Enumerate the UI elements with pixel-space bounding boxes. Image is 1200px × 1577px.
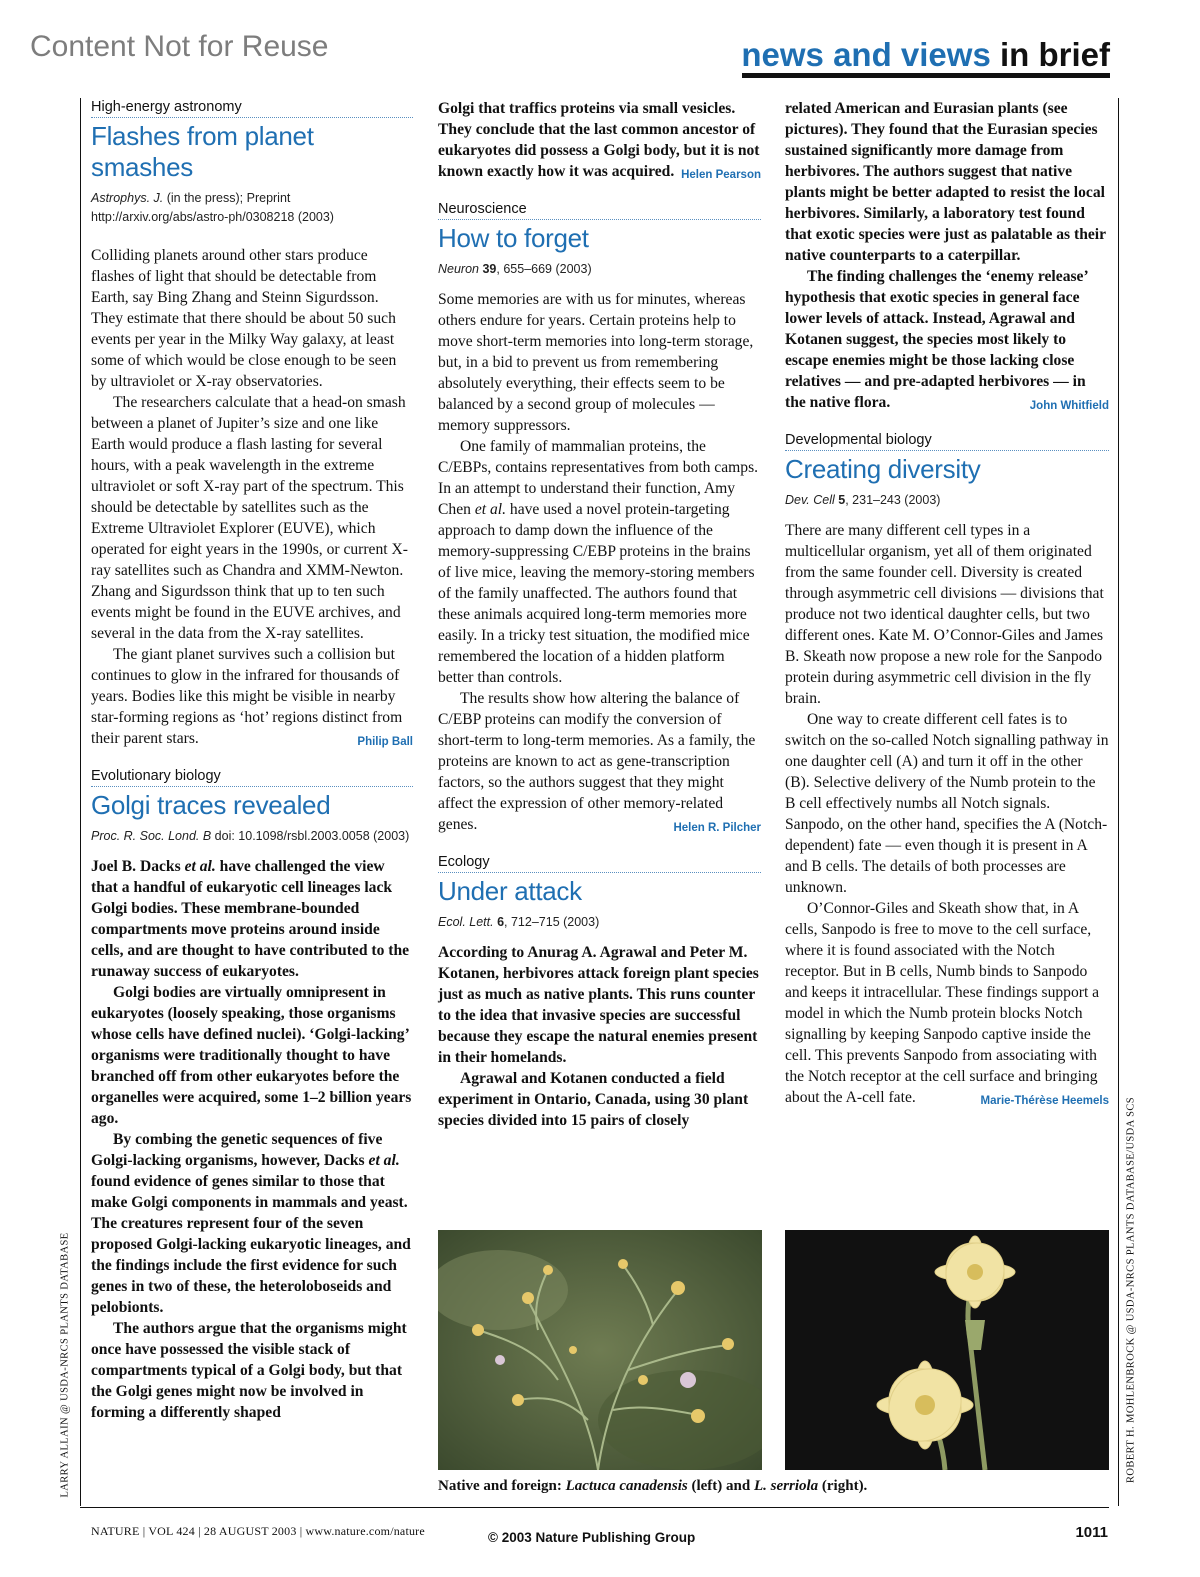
caption-text: (right). [818,1478,868,1494]
article-diversity [785,431,1109,1108]
caption-species: L. serriola [753,1478,819,1494]
reference-detail: doi: 10.1098/rsbl.2003.0058 (2003) [211,829,410,843]
paragraph-text: The finding challenges the ‘enemy release’ hypothesis that exotic species in general face lower levels of attack. Instead, Agrawal and Kotanen suggest, the species most likely to escape enemies might be those lacking close relatives — and pre-adapted herbivores — in the native flora. [785,268,1088,411]
paragraph: Some memories are with us for minutes, whereas others endure for years. Certain proteins help to move short-term memories into long-term storage, but, in a bid to prevent us from remembering absolutely everything, their effects seem to be balanced by a second group of molecules — memory suppressors. [438,291,754,434]
page-number: 1011 [1075,1524,1108,1541]
paragraph-text: Golgi that traffics proteins via small vesicles. They conclude that the last common ancestor of eukaryotes did possess a Golgi body, but it is not known exactly how it was acquired. [438,100,760,180]
article-reference [438,913,761,932]
column-3 [785,98,1109,1112]
article-headline: Under attack [438,876,582,906]
watermark: Content Not for Reuse [30,30,329,63]
journal-pages: , 231–243 (2003) [845,493,941,507]
paragraph [438,436,761,688]
photo-credit-left [58,1230,72,1500]
article-category: Ecology [438,853,761,873]
article-golgi [91,767,413,1423]
paragraph [785,898,1109,1108]
paragraph: One way to create different cell fates is to switch on the so-called Notch signalling pathway in one daughter cell (A) and turn it off in the other (B). Selective delivery of the Numb protein to the B cell effectively numbs all Notch signals. Sanpodo, on the other hand, specifies the A (Notch-dependent) fate — even though it is present in A and B cells. The details of both processes are unknown. [785,711,1109,896]
photo-credit-text: ROBERT H. MOHLENBROCK @ USDA-NRCS PLANTS DATABASE/USDA SCS [1125,1097,1137,1483]
paragraph: According to Anurag A. Agrawal and Peter M. Kotanen, herbivores attack foreign plant species just as much as native plants. This runs counter to the idea that invasive species are successful because they escape the natural enemies present in their homelands. [438,944,759,1066]
paragraph [91,1129,413,1318]
paragraph-text: The results show how altering the balance of C/EBP proteins can modify the conversion of short-term to long-term memories. As a family, the proteins are known to act as gene-transcription factors, so the authors suggest that they might affect the expression of other memory-related genes. [438,690,756,833]
paragraph: related American and Eurasian plants (see pictures). They found that the Eurasian species sustained significantly more damage from herbivores. The authors suggest that native plants might be better adapted to resist the local herbivores. Similarly, a laboratory test found that exotic species were just as palatable as their native counterparts to a caterpillar. [785,100,1106,264]
article-category: Developmental biology [785,431,1109,451]
article-forget [438,200,761,835]
text-italic: et al. [184,858,216,875]
text-italic: et al. [368,1152,400,1169]
article-category: Evolutionary biology [91,767,413,787]
footer-journal-info: NATURE | VOL 424 | 28 AUGUST 2003 | www.nature.com/nature [91,1524,425,1538]
author-byline: Marie-Thérèse Heemels [980,1095,1109,1107]
article-headline: Golgi traces revealed [91,790,331,820]
paragraph [438,688,761,835]
section-title-blue: news and views [741,36,991,73]
journal-name: Ecol. Lett. [438,915,494,929]
journal-name: Proc. R. Soc. Lond. B [91,829,212,843]
journal-name: Neuron [438,262,479,276]
article-golgi-continued [438,98,761,182]
article-headline: How to forget [438,223,589,253]
reference-url[interactable]: http://arxiv.org/abs/astro-ph/0308218 (2003) [91,210,334,224]
article-reference [438,260,761,279]
bottom-rule-left [80,1507,438,1508]
article-headline: Creating diversity [785,454,981,484]
lactuca-canadensis-illustration [438,1230,762,1470]
paragraph-text: O’Connor-Giles and Skeath show that, in A cells, Sanpodo is free to move to the cell surface, where it is found associated with the Notch receptor. But in B cells, Numb binds to Sanpodo and keeps it intracellular. These findings support a model in which the Numb protein blocks Notch signalling by keeping Sanpodo captive inside the cell. This prevents Sanpodo from associating with the Notch receptor at the cell surface and bringing about the A-cell fate. [785,900,1100,1106]
caption-species: Lactuca canadensis [565,1478,688,1494]
article-category: Neuroscience [438,200,761,220]
text: Joel B. Dacks [91,858,185,875]
text-italic: et al. [474,501,507,518]
photo-lactuca-serriola [785,1230,1109,1470]
journal-name: Dev. Cell [785,493,835,507]
article-attack-continued [785,98,1109,413]
author-byline: Helen R. Pilcher [673,822,761,834]
journal-pages: , 655–669 (2003) [496,262,592,276]
author-byline: Philip Ball [357,736,413,748]
lactuca-serriola-illustration [785,1230,1109,1470]
paragraph [91,856,413,982]
article-category: High-energy astronomy [91,98,413,118]
text: have used a novel protein-targeting approach to damp down the influence of the memory-suppressing C/EBP proteins in the brains of live mice, leaving the memory-storing members of the family unaffected. The authors found that these animals acquired long-term memories more easily. In a tricky test situation, the modified mice remembered the location of a hidden platform better than controls. [438,501,755,686]
article-reference [785,491,1109,510]
paragraph: Agrawal and Kotanen conducted a field experiment in Ontario, Canada, using 30 plant species divided into 15 pairs of closely [438,1070,749,1129]
photo-lactuca-canadensis [438,1230,762,1470]
caption-text: Native and foreign: [438,1478,566,1494]
text: have challenged the view that a handful of eukaryotic cell lineages lack Golgi bodies. These membrane-bounded compartments move proteins around inside cells, and are thought to have contributed to the runaway success of eukaryotes. [91,858,410,980]
text: By combing the genetic sequences of five Golgi-lacking organisms, however, Dacks [91,1131,383,1169]
footer-copyright: © 2003 Nature Publishing Group [488,1530,696,1545]
article-headline: Flashes from planet smashes [91,121,314,182]
bottom-rule-right [438,1507,1109,1508]
journal-pages: , 712–715 (2003) [504,915,600,929]
article-attack [438,853,761,1131]
photo-credit-text: LARRY ALLAIN @ USDA-NRCS PLANTS DATABASE [59,1232,71,1498]
left-margin-rule [80,98,81,1506]
column-1 [91,98,413,1423]
paragraph: The researchers calculate that a head-on smash between a planet of Jupiter’s size and one like Earth would produce a flash lasting for several hours, with a peak wavelength in the extreme ultraviolet or soft X-ray part of the spectrum. This should be detectable by satellites such as the Extreme Ultraviolet Explorer (EUVE), which operated for eight years in the 1990s, or current X-ray satellites such as Chandra and XMM-Newton. Zhang and Sigurdsson think that up to ten such events might be found in the EUVE archives, and several in the data from the X-ray satellites. [91,394,408,642]
paragraph-text: The giant planet survives such a collision but continues to glow in the infrared for thousands of years. Bodies like this might be visible in nearby star-forming regions as ‘hot’ regions distinct from their parent stars. [91,646,403,747]
paragraph [785,266,1109,413]
paragraph: Golgi bodies are virtually omnipresent in eukaryotes (loosely speaking, those organisms whose cells have defined nuclei). ‘Golgi-lacking’ organisms were traditionally thought to have branched off from other eukaryotes before the organelles were acquired, some 1–2 billion years ago. [91,984,412,1127]
journal-name: Astrophys. J. [91,191,164,205]
author-byline: John Whitfield [1029,400,1109,412]
article-reference [91,189,413,227]
section-title-rule [742,73,1110,78]
author-byline: Helen Pearson [681,169,761,181]
journal-volume: 39 [479,262,497,276]
column-2 [438,98,761,1131]
article-reference [91,827,413,846]
journal-volume: 5 [834,493,846,507]
section-title-black: in brief [999,36,1110,73]
text: One family of mammalian proteins, the C/EBPs, contains representatives from both camps. In an attempt to understand their function, Amy Chen [438,438,759,518]
figure-caption [438,1478,867,1495]
photo-credit-right [1124,1097,1138,1483]
article-flashes [91,98,413,749]
paragraph [438,98,761,182]
section-title [741,36,1110,74]
journal-volume: 6 [493,915,505,929]
reference-detail: (in the press); Preprint [163,191,291,205]
right-margin-rule [1118,98,1119,1506]
paragraph: The authors argue that the organisms might once have possessed the visible stack of compartments typical of a Golgi body, but that the Golgi genes might now be involved in forming a differently shaped [91,1320,407,1421]
caption-text: (left) and [687,1478,754,1494]
paragraph: There are many different cell types in a multicellular organism, yet all of them originated from the same founder cell. Diversity is created through asymmetric cell divisions — divisions that produce not two identical daughter cells, but two different ones. Kate M. O’Connor-Giles and James B. Skeath now propose a new role for the Sanpodo protein during asymmetric cell division in the fly brain. [785,522,1104,707]
paragraph [91,644,413,749]
paragraph: Colliding planets around other stars produce flashes of light that should be detectable from Earth, say Bing Zhang and Steinn Sigurdsson. They estimate that there should be about 50 such events per year in the Milky Way galaxy, at least some of which would be close enough to be seen by ultraviolet or X-ray observatories. [91,247,397,390]
text: found evidence of genes similar to those that make Golgi components in mammals and yeast. The creatures represent four of the seven proposed Golgi-lacking eukaryotic lineages, and the findings include the first evidence for such genes in two of these, the heteroloboseids and pelobionts. [91,1173,411,1316]
